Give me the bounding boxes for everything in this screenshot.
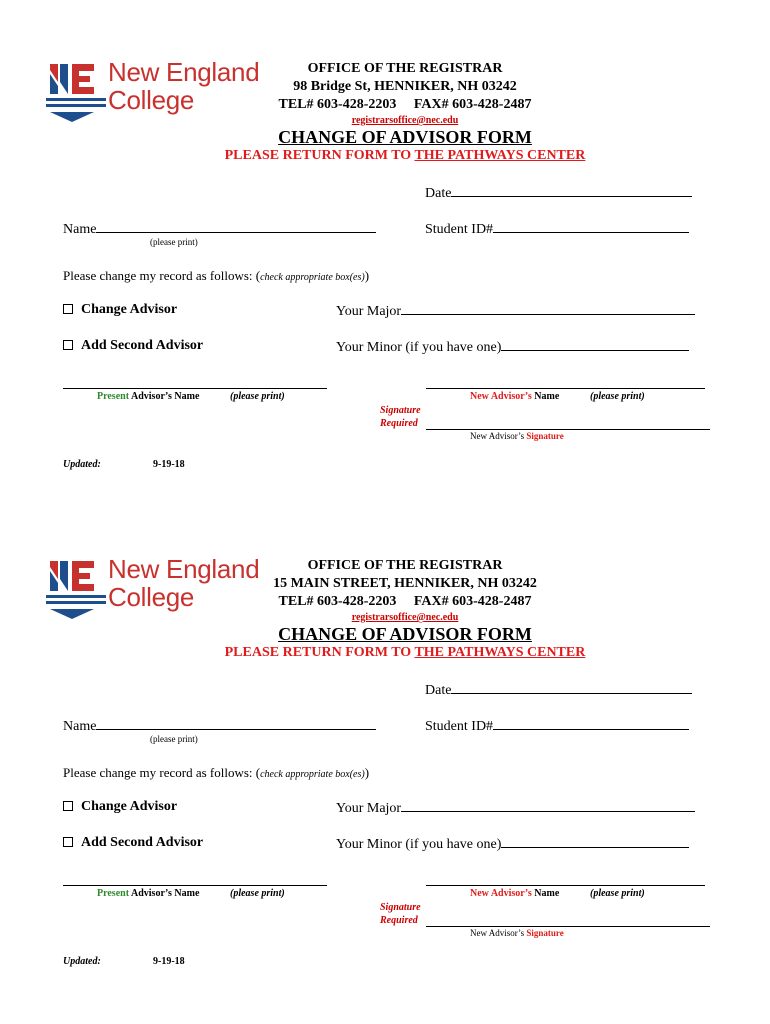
major-label: Your Major [336,304,402,319]
return-prefix: PLEASE RETURN FORM TO [224,645,415,660]
present-advisor-line[interactable] [63,885,327,886]
updated-label: Updated: [63,459,101,470]
logo-line-2: College [108,85,195,115]
present-advisor-print-note: (please print) [230,888,285,899]
signature-line[interactable] [426,429,710,430]
major-field[interactable] [336,799,695,817]
add-second-advisor-checkbox[interactable] [63,340,73,350]
nec-logo [46,554,261,623]
updated-date: 9-19-18 [153,459,185,470]
logo-line-1: New England [108,57,260,87]
updated-date: 9-19-18 [153,956,185,967]
date-label: Date [425,186,452,201]
nec-logo [46,57,261,126]
new-advisor-line[interactable] [426,885,705,886]
registrar-email-link[interactable]: registrarsoffice@nec.edu [351,115,459,126]
minor-label: Your Minor (if you have one) [336,340,502,355]
form-2 [0,497,770,997]
minor-field[interactable] [336,338,689,356]
date-label: Date [425,683,452,698]
form-title: CHANGE OF ADVISOR FORM [278,624,532,644]
office-phone-fax: TEL# 603-428-2203 FAX# 603-428-2487 [278,594,532,609]
new-advisor-print-note: (please print) [590,888,645,899]
name-label: Name [63,719,97,734]
new-advisor-signature-caption: New Advisor’s Signature [470,928,564,938]
new-advisor-signature-caption: New Advisor’s Signature [470,431,564,441]
return-place: THE PATHWAYS CENTER [414,645,586,660]
logo-line-1: New England [108,554,260,584]
student-id-label: Student ID# [425,222,494,237]
major-field[interactable] [336,302,695,320]
office-address: 15 MAIN STREET, HENNIKER, NH 03242 [273,576,537,591]
required-label: Required [380,915,418,926]
signature-label: Signature [380,902,421,913]
change-advisor-checkbox[interactable] [63,801,73,811]
signature-line[interactable] [426,926,710,927]
major-label: Your Major [336,801,402,816]
office-title: OFFICE OF THE REGISTRAR [307,61,503,76]
nec-mark-icon [46,60,106,126]
student-id-field[interactable] [425,220,689,238]
name-label: Name [63,222,97,237]
new-advisor-label: New Advisor’s Name [470,888,560,899]
required-label: Required [380,418,418,429]
please-print-note: (please print) [150,734,198,744]
present-advisor-line[interactable] [63,388,327,389]
date-field[interactable] [425,184,692,202]
form-title: CHANGE OF ADVISOR FORM [278,127,532,147]
new-advisor-label: New Advisor’s Name [470,391,560,402]
minor-label: Your Minor (if you have one) [336,837,502,852]
updated-label: Updated: [63,956,101,967]
return-prefix: PLEASE RETURN FORM TO [224,148,415,163]
present-advisor-label: Present Advisor’s Name [97,888,200,899]
return-instructions [130,148,680,164]
office-address: 98 Bridge St, HENNIKER, NH 03242 [293,79,517,94]
student-id-label: Student ID# [425,719,494,734]
present-advisor-print-note: (please print) [230,391,285,402]
add-second-advisor-option[interactable]: Add Second Advisor [63,835,203,851]
change-record-instruction: Please change my record as follows: (check appropriate box(es)) [63,765,370,780]
return-instructions [130,645,680,661]
signature-label: Signature [380,405,421,416]
name-field[interactable] [63,220,376,238]
minor-field[interactable] [336,835,689,853]
add-second-advisor-checkbox[interactable] [63,837,73,847]
nec-mark-icon [46,557,106,623]
new-advisor-line[interactable] [426,388,705,389]
office-phone-fax: TEL# 603-428-2203 FAX# 603-428-2487 [278,97,532,112]
date-field[interactable] [425,681,692,699]
return-place: THE PATHWAYS CENTER [414,148,586,163]
change-advisor-option[interactable]: Change Advisor [63,302,177,318]
change-advisor-checkbox[interactable] [63,304,73,314]
change-advisor-option[interactable]: Change Advisor [63,799,177,815]
please-print-note: (please print) [150,237,198,247]
change-record-instruction: Please change my record as follows: (check appropriate box(es)) [63,268,370,283]
add-second-advisor-option[interactable]: Add Second Advisor [63,338,203,354]
name-field[interactable] [63,717,376,735]
student-id-field[interactable] [425,717,689,735]
new-advisor-print-note: (please print) [590,391,645,402]
form-1 [0,0,770,500]
present-advisor-label: Present Advisor’s Name [97,391,200,402]
logo-line-2: College [108,582,195,612]
office-title: OFFICE OF THE REGISTRAR [307,558,503,573]
registrar-email-link[interactable]: registrarsoffice@nec.edu [351,612,459,623]
